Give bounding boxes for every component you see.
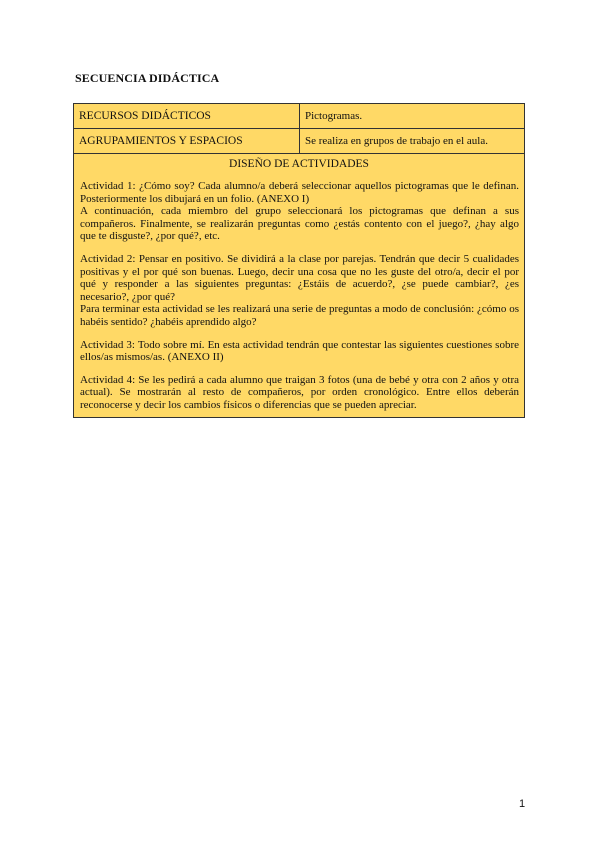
activity-1 xyxy=(80,180,519,243)
activity-2 xyxy=(80,253,519,329)
activity-2-line-2: Para terminar esta actividad se les realizará una serie de preguntas a modo de conclusión: ¿cómo os habéis sentido? ¿habéis aprendido algo? xyxy=(80,303,519,328)
activities-section-title: DISEÑO DE ACTIVIDADES xyxy=(229,158,369,170)
activity-4-line-1: Actividad 4: Se les pedirá a cada alumno que traigan 3 fotos (una de bebé y otra con 2 años y otra actual). Se mostrarán al resto de compañeros, por orden cronológico. Entre ellos deberán reconocerse y decir los cambios físicos o diferencias que se pueden apreciar. xyxy=(80,373,519,411)
resources-label: RECURSOS DIDÁCTICOS xyxy=(74,104,300,128)
activity-1-line-2: A continuación, cada miembro del grupo seleccionará los pictogramas que definan a sus compañeros. Finalmente, se realizarán preguntas como ¿estás contento con el juego?, ¿hay algo que te disguste?, ¿por qué?, etc. xyxy=(80,205,519,243)
activity-1-line-1: Actividad 1: ¿Cómo soy? Cada alumno/a deberá seleccionar aquellos pictogramas que le definan. Posteriormente los dibujará en un folio. (ANEXO I) xyxy=(80,180,519,205)
table-row-groupings xyxy=(74,129,524,154)
activities-list xyxy=(74,180,524,417)
groupings-value: Se realiza en grupos de trabajo en el aula. xyxy=(305,135,488,147)
activity-2-line-1: Actividad 2: Pensar en positivo. Se dividirá a la clase por parejas. Tendrán que decir 5 cualidades positivas y el por qué son buenas. Luego, decir una cosa que no les guste del otro/a, decir el por qué y responder a las siguientes preguntas: ¿Estáis de acuerdo?, ¿se puede cambiar?, ¿es necesario?, ¿por qué? xyxy=(80,252,519,303)
activity-3-line-1: Actividad 3: Todo sobre mí. En esta actividad tendrán que contestar las siguientes cuestiones sobre ellos/as mismos/as. (ANEXO II) xyxy=(80,338,519,364)
page-number: 1 xyxy=(519,798,526,810)
activity-4 xyxy=(80,374,519,412)
table-row-resources xyxy=(74,104,524,129)
groupings-label: AGRUPAMIENTOS Y ESPACIOS xyxy=(74,129,300,153)
didactic-sequence-table xyxy=(73,103,525,418)
activity-3 xyxy=(80,339,519,364)
resources-value: Pictogramas. xyxy=(305,110,363,122)
document-heading: SECUENCIA DIDÁCTICA xyxy=(75,71,220,85)
